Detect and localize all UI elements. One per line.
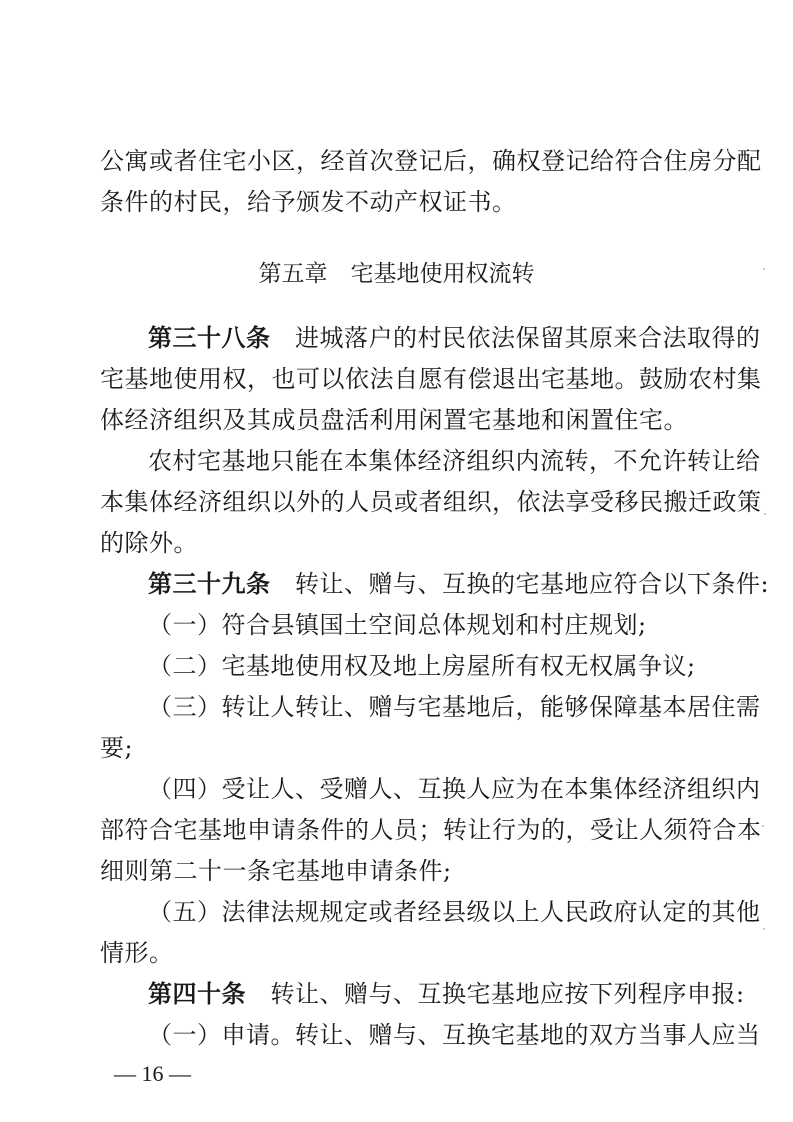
text-line: 本集体经济组织以外的人员或者组织，依法享受移民搬迁政策 [100,488,762,516]
scan-speck [764,513,766,515]
text-line: 条件的村民，给予颁发不动产权证书。 [100,188,517,216]
text-line: 要; [100,734,134,762]
list-item: （三）转让人转让、赠与宅基地后，能够保障基本居住需 [148,693,761,721]
chapter-title: 第五章 宅基地使用权流转 [258,261,535,287]
list-item: （一）申请。转让、赠与、互换宅基地的双方当事人应当 [148,1021,761,1049]
article-39-line [148,569,769,599]
article-40-label: 第四十条 [148,980,246,1008]
list-item: （四）受让人、受赠人、互换人应为在本集体经济组织内 [148,775,761,803]
article-38-line [148,323,761,353]
scan-speck [762,825,764,827]
article-40-line [148,979,745,1009]
list-item: （五）法律法规规定或者经县级以上人民政府认定的其他 [148,898,761,926]
article-39-label: 第三十九条 [148,570,271,598]
scan-speck [763,268,765,270]
text-line: 情形。 [100,939,174,967]
text-line: 公寓或者住宅小区，经首次登记后，确权登记给符合住房分配 [100,147,762,175]
article-39-text: 转让、赠与、互换的宅基地应符合以下条件: [270,570,770,598]
article-38-text: 进城落户的村民依法保留其原来合法取得的 [270,324,761,352]
list-item: （二）宅基地使用权及地上房屋所有权无权属争议; [148,652,696,680]
scan-speck [763,928,765,930]
text-line: 宅基地使用权，也可以依法自愿有偿退出宅基地。鼓励农村集 [100,365,762,393]
text-line: 体经济组织及其成员盘活利用闲置宅基地和闲置住宅。 [100,406,688,434]
page-number: — 16 — [114,1061,191,1086]
list-item: （一）符合县镇国土空间总体规划和村庄规划; [148,611,647,639]
text-line: 农村宅基地只能在本集体经济组织内流转，不允许转让给 [148,447,761,475]
text-line: 的除外。 [100,529,198,557]
text-line: 部符合宅基地申请条件的人员；转让行为的，受让人须符合本 [100,816,762,844]
article-40-text: 转让、赠与、互换宅基地应按下列程序申报: [246,980,745,1008]
text-line: 细则第二十一条宅基地申请条件; [100,857,452,885]
article-38-label: 第三十八条 [148,324,271,352]
